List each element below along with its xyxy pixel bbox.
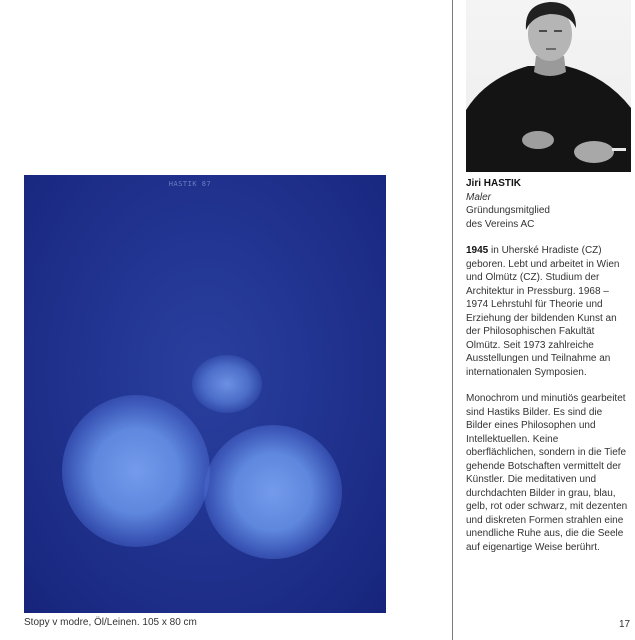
page-number: 17 xyxy=(619,619,631,630)
artist-bio xyxy=(466,244,630,379)
artist-membership-line2: des Vereins AC xyxy=(466,218,535,230)
painting-orb-small xyxy=(192,355,262,413)
bio-text: in Uherské Hradiste (CZ) geboren. Lebt und arbeitet in Wien und Olmütz (CZ). Studium der Architektur in Pressburg. 1968 – 1974 Lehrstuhl für Theorie und Erziehung der bildenden Kunst an der Philosophischen Fakultät Olmütz. Seit 1973 zahlreiche Ausstellungen und Teilnahme an internationalen Symposien. xyxy=(466,245,620,378)
artist-name: Jiri HASTIK xyxy=(466,178,522,189)
painting-orb-left xyxy=(62,395,210,547)
artist-role: Maler xyxy=(466,191,492,203)
artist-portrait xyxy=(466,0,631,172)
bio-year: 1945 xyxy=(466,245,489,256)
artwork-description: Monochrom und minutiös gearbeitet sind Hastiks Bilder. Es sind die Bilder eines Philosophen und Intellektuellen. Keine oberflächlichen, sondern in die Tiefe gehende Botschaften vermittelt der Künstler. Die meditativen und durchdachten Bilder in grau, blau, gelb, rot oder schwarz, mit dezenten und diskreten Formen strahlen eine unendliche Ruhe aus, die die Seele auf eigenartige Weise berührt. xyxy=(466,393,628,553)
page-divider xyxy=(452,0,453,640)
artist-info xyxy=(466,177,630,554)
artist-membership-line1: Gründungsmitglied xyxy=(466,205,550,216)
painting-caption: Stopy v modre, Öl/Leinen. 105 x 80 cm xyxy=(24,617,197,628)
painting-orb-right xyxy=(204,425,342,559)
painting-image xyxy=(24,175,386,613)
painting-signature: HASTIK 87 xyxy=(168,180,212,188)
